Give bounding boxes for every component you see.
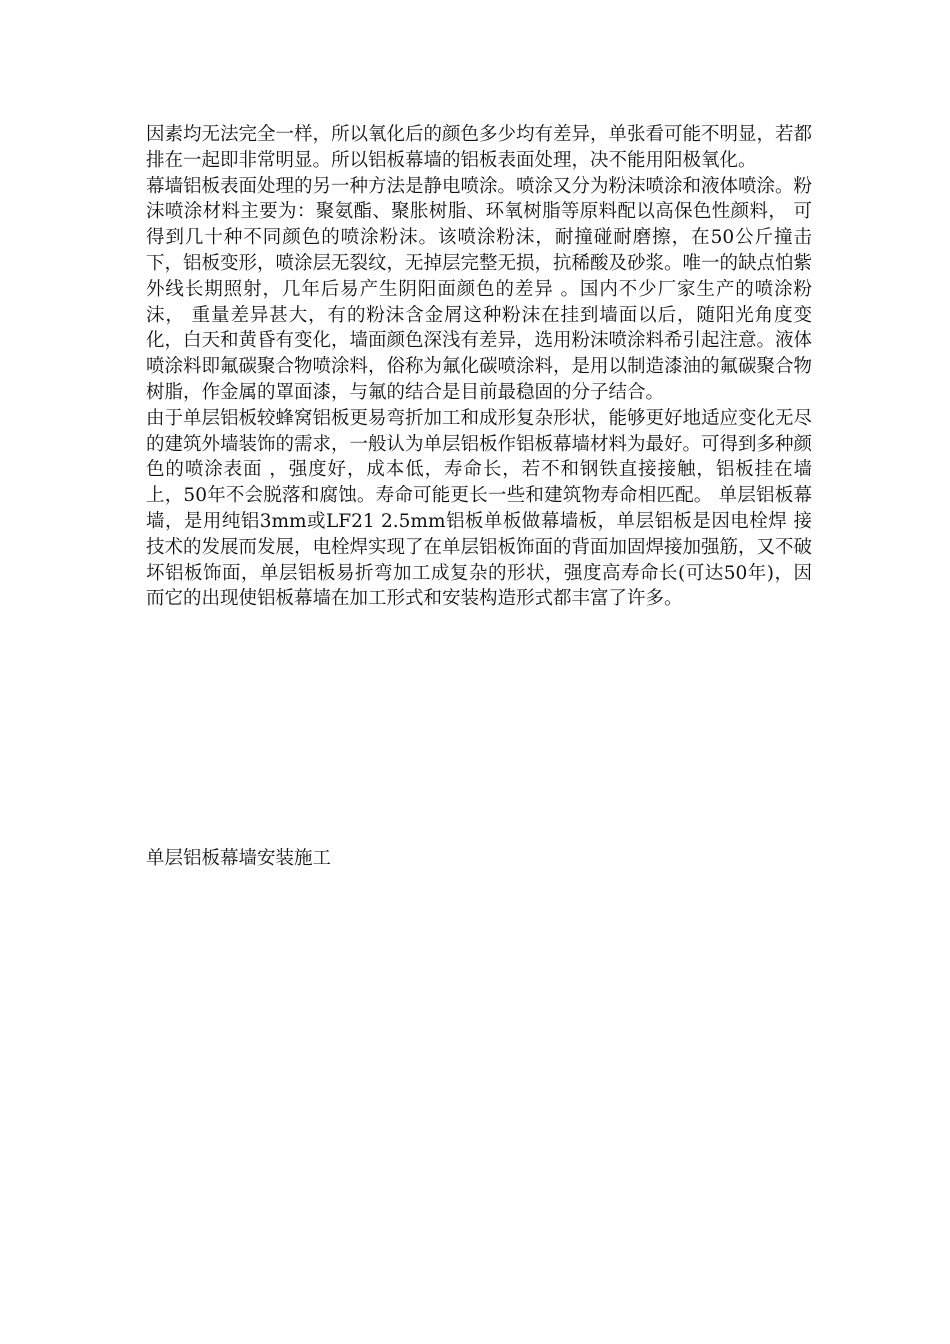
section-heading: 单层铝板幕墙安装施工 bbox=[146, 848, 332, 869]
paragraph-electrostatic-spraying: 幕墙铝板表面处理的另一种方法是静电喷涂。喷涂又分为粉沫喷涂和液体喷涂。粉沫喷涂材料主要为：聚氨酯、聚胀树脂、环氧树脂等原料配以高保色性颜料， 可得到几十种不同颜色的喷涂粉沫。该喷涂粉沫，耐撞碰耐磨擦，在50公斤撞击下，铝板变形，喷涂层无裂纹，无掉层完整无损，抗稀酸及砂浆。唯一的缺点怕紫外线长期照射，几年后易产生阴阳面颜色的差异 。国内不少厂家生产的喷涂粉沫， 重量差异甚大，有的粉沫含金屑这种粉沫在挂到墙面以后，随阳光角度变化，白天和黄昏有变化，墙面颜色深浅有差异，选用粉沫喷涂料希引起注意。液体喷涂料即氟碳聚合物喷涂料，俗称为氟化碳喷涂料，是用以制造漆油的氟碳聚合物树脂，作金属的罩面漆，与氟的结合是目前最稳固的分子结合。 bbox=[146, 175, 813, 403]
paragraph-single-layer-aluminum: 由于单层铝板较蜂窝铝板更易弯折加工和成形复杂形状，能够更好地适应变化无尽的建筑外墙装饰的需求，一般认为单层铝板作铝板幕墙材料为最好。可得到多种颜色的喷涂表面 ，强度好，成本低，寿命长，若不和钢铁直接接触，铝板挂在墙上，50年不会脱落和腐蚀。寿命可能更长一些和建筑物寿命相匹配。 单层铝板幕墙，是用纯铝3mm或LF21 2.5mm铝板单板做幕墙板，单层铝板是因电栓焊 接技术的发展而发展，电栓焊实现了在单层铝板饰面的背面加固焊接加强筋，又不破坏铝板饰面，单层铝板易折弯加工成复杂的形状，强度高寿命长(可达50年)，因而它的出现使铝板幕墙在加工形式和安装构造形式都丰富了许多。 bbox=[146, 407, 813, 610]
document-body bbox=[146, 122, 812, 612]
paragraph-anodizing-note: 因素均无法完全一样，所以氧化后的颜色多少均有差异，单张看可能不明显，若都排在一起即非常明显。所以铝板幕墙的铝板表面处理，决不能用阳极氧化。 bbox=[146, 124, 813, 171]
